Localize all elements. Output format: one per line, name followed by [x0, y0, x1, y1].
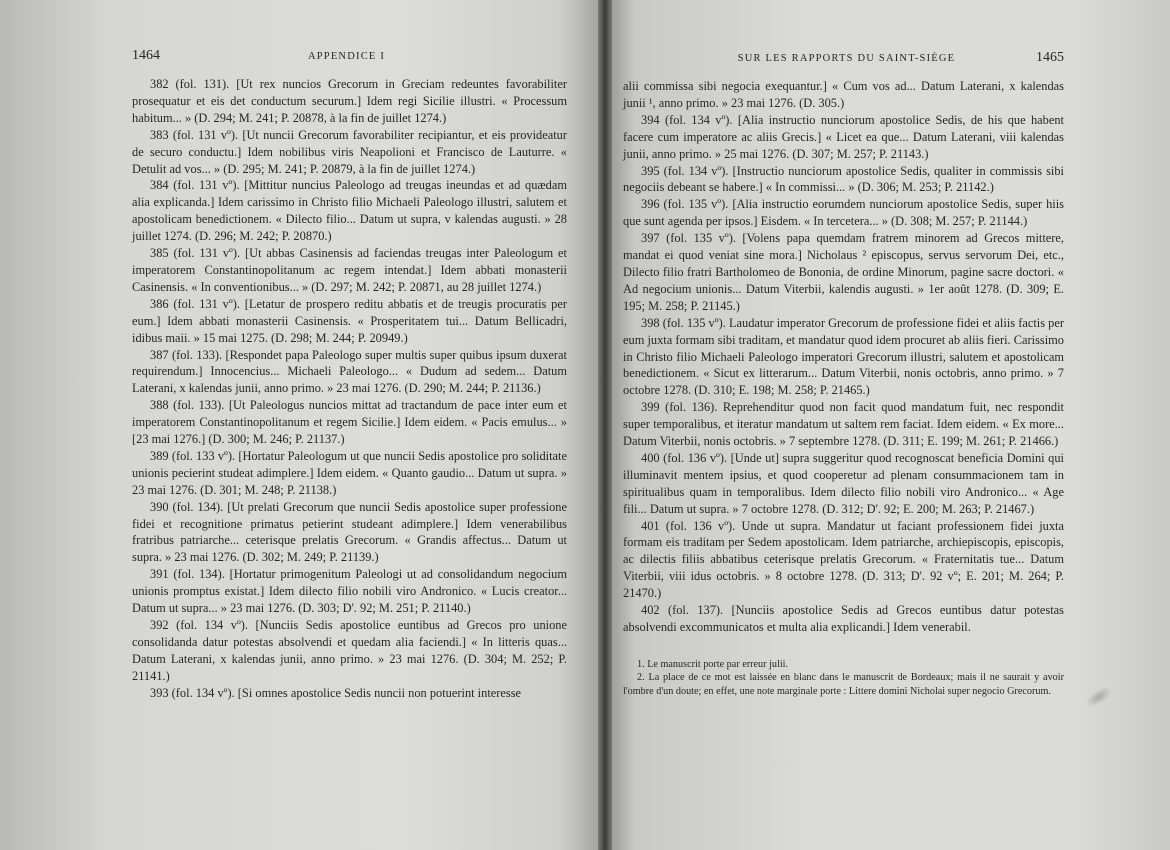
- entry-386: 386 (fol. 131 vº). [Letatur de prospero reditu abbatis et de treugis procuratis per eum.] Idem abbati monasterii Casinensis. « Prosperitatem tui... Datum Bellicadri, idibus maii. » 15 mai 1275. (D. 298; M. 244; P. 20949.): [132, 296, 567, 345]
- footnote-1: 1. Le manuscrit porte par erreur julii.: [637, 658, 789, 670]
- entry-393: 393 (fol. 134 vº). [Si omnes apostolice Sedis nuncii non potuerint interesse: [150, 685, 522, 700]
- left-running-title: APPENDICE I: [307, 51, 386, 62]
- entry-390: 390 (fol. 134). [Ut prelati Grecorum que nuncii Sedis apostolice super professione fidei et recognitione primatus petierint studeant adimplere.] Idem venerabilibus fratribus patriarche... ceterisque prelatis Grecorum. « Grandis affectus... Datum ut supra. » 23 mai 1276. (D. 302; M. 249; P. 21139.): [132, 499, 567, 565]
- entry-385: 385 (fol. 131 vº). [Ut abbas Casinensis ad faciendas treugas inter Paleologum et imperatorem Constantinopolitanum ac regem intendat.] Idem abbati monasterii Casinensis. « In conventionibus... » (D. 297; M. 242; P. 20871, au 28 juillet 1274.): [132, 246, 567, 294]
- right-page-number: 1465: [1035, 50, 1064, 65]
- entry-400: 400 (fol. 136 vº). [Unde ut] supra suggeritur quod recognoscat beneficia Domini qui illuminavit mentem ipsius, et quod cooperetur ad plenam consummacionem tam in spiritualibus quam in temporalibus. Idem dilecto filio nobili viro Andronico... « Age fili... Datum ut supra. » 7 octobre 1278. (D. 312; D'. 92; E. 200; M. 263; P. 21467.): [623, 450, 1064, 516]
- right-page: [605, 0, 1170, 850]
- entry-393-continued: alii commissa sibi negocia exequantur.] « Cum vos ad... Datum Laterani, x kalendas junii ¹, anno primo. » 23 mai 1276. (D. 305.): [623, 79, 1064, 110]
- entry-391: 391 (fol. 134). [Hortatur primogenitum Paleologi ut ad consolidandum negocium unionis promptus existat.] Idem dilecto filio nobili viro Andronico. « Lucis creator... Datum ut supra... » 23 mai 1276. (D. 303; D'. 92; M. 251; P. 21140.): [132, 567, 567, 616]
- page-smudge: [1083, 683, 1116, 712]
- entry-387: 387 (fol. 133). [Respondet papa Paleologo super multis super quibus ipsum duxerat requirendum.] Innocencius... Michaeli Paleologo... « Dudum ad sedem... Datum Laterani, x kalendas junii, anno primo. » 23 mai 1276. (D. 290; M. 244; P. 21136.): [132, 347, 567, 396]
- book-gutter: [598, 0, 612, 850]
- right-running-head: [623, 50, 1064, 66]
- left-page-number: 1464: [132, 48, 160, 63]
- entry-395: 395 (fol. 134 vº). [Instructio nunciorum apostolice Sedis, qualiter in commissis sibi negociis debeant se habere.] « In commissi... » (D. 306; M. 253; P. 21142.): [623, 163, 1064, 195]
- entry-389: 389 (fol. 133 vº). [Hortatur Paleologum ut que nuncii Sedis apostolice pro soliditate unionis pecierint studeat adimplere.] Idem eidem. « Quanto gaudio... Datum ut supra. » 23 mai 1276. (D. 301; M. 248; P. 21138.): [132, 448, 567, 497]
- entry-394: 394 (fol. 134 vº). [Alia instructio nunciorum apostolice Sedis, de his que habent facere cum imperatore ac aliis Grecis.] « Licet ea que... Datum Laterani, viii kalendas junii, anno primo. » 25 mai 1276. (D. 307; M. 257; P. 21143.): [623, 112, 1064, 161]
- entry-396: 396 (fol. 135 vº). [Alia instructio eorumdem nunciorum apostolice Sedis, super hiis que sunt agenda per ipsos.] Eisdem. « In tercetera... » (D. 308; M. 257; P. 21144.): [623, 197, 1064, 229]
- footnote-2: 2. La place de ce mot est laissée en blanc dans le manuscrit de Bordeaux; mais il ne saurait y avoir l'ombre d'un doute; en effet, une note marginale porte : Littere domini Nicholai super negocio Grecorum.: [623, 672, 1064, 697]
- entry-388: 388 (fol. 133). [Ut Paleologus nuncios mittat ad tractandum de pace inter eum et imperatorem Constantinopolitanum et regem Sicilie.] Idem eidem. « Pacis emulus... » [23 mai 1276.] (D. 300; M. 246; P. 21137.): [132, 398, 567, 447]
- right-body-text: [623, 78, 1064, 636]
- footnotes: [623, 658, 1064, 698]
- entry-392: 392 (fol. 134 vº). [Nunciis Sedis apostolice euntibus ad Grecos pro unione consolidanda datur potestas absolvendi et quedam alia faciendi.] « In litteris quas... Datum Laterani, x kalendas junii, anno primo. » 23 mai 1276. (D. 304; M. 252; P. 21141.): [132, 618, 567, 683]
- right-running-title: SUR LES RAPPORTS DU SAINT-SIÈGE: [737, 53, 956, 64]
- entry-399: 399 (fol. 136). Reprehenditur quod non facit quod mandatum fuit, nec respondit super temporalibus, et iteratur mandatum ut saltem rem faciat. Idem eidem. « Ex more... Datum Viterbii, nonis octobris. » 7 septembre 1278. (D. 311; E. 199; M. 261; P. 21466.): [623, 400, 1064, 449]
- entry-402: 402 (fol. 137). [Nunciis apostolice Sedis ad Grecos euntibus datur potestas absolvendi excommunicatos et multa alia explicandi.] Idem venerabil.: [623, 603, 1064, 634]
- entry-401: 401 (fol. 136 vº). Unde ut supra. Mandatur ut faciant professionem fidei juxta formam eis traditam per Sedem apostolicam. Idem patriarche, archiepiscopis, episcopis, ac dilectis filiis abbatibus ceterisque prelatis Grecorum. « Fraternitatis tue... Datum Viterbii, viii idus octobris. » 8 octobre 1278. (D. 313; D'. 92 vº; E. 201; M. 264; P. 21470.): [623, 518, 1064, 601]
- entry-384: 384 (fol. 131 vº). [Mittitur nuncius Paleologo ad treugas ineundas et ad quædam alia explicanda.] Idem carissimo in Christo filio Michaeli Paleologo illustri, salutem et apostolicam benedictionem. « Dilecto filio... Datum ut supra, v kalendas augusti. » 28 juillet 1274. (D. 296; M. 242; P. 20870.): [132, 178, 567, 244]
- entry-382: 382 (fol. 131). [Ut rex nuncios Grecorum in Greciam redeuntes favorabiliter prosequatur et eis det conductum securum.] Idem regi Sicilie illustri. « Processum habitum... » (D. 294; M. 241; P. 20878, à la fin de juillet 1274.): [132, 77, 567, 125]
- entry-398: 398 (fol. 135 vº). Laudatur imperator Grecorum de professione fidei et aliis factis per eum juxta formam sibi traditam, et mandatur quod idem procuret ab aliis fieri. Carissimo in Christo filio Michaeli Paleologo imperatori Grecorum illustri, salutem et apostolicam benedictionem. « Sicut ex litterarum... Datum Viterbii, nonis octobris, anno primo. » 7 octobre 1278. (D. 310; E. 198; M. 258; P. 21465.): [623, 315, 1064, 398]
- entry-397: 397 (fol. 135 vº). [Volens papa quemdam fratrem minorem ad Grecos mittere, mandat ei quod veniat sine mora.] Nicholaus ² episcopus, servus servorum Dei, etc., Dilecto filio fratri Bartholomeo de Bononia, de ordine Minorum, pagine sacre doctori. « Ad negocium unionis... Datum Viterbii, kalendis augusti. » 1er août 1278. (D. 309; E. 195; M. 258; P. 21145.): [623, 231, 1064, 313]
- left-running-head: [132, 48, 567, 64]
- entry-383: 383 (fol. 131 vº). [Ut nuncii Grecorum favorabiliter recipiantur, et eis provideatur de securo conductu.] Idem nobilibus viris Neapolioni et Francisco de Lauturre. « Detulit ad vos... » (D. 295; M. 241; P. 20879, à la fin de juillet 1274.): [132, 127, 567, 176]
- left-body-text: [132, 76, 567, 702]
